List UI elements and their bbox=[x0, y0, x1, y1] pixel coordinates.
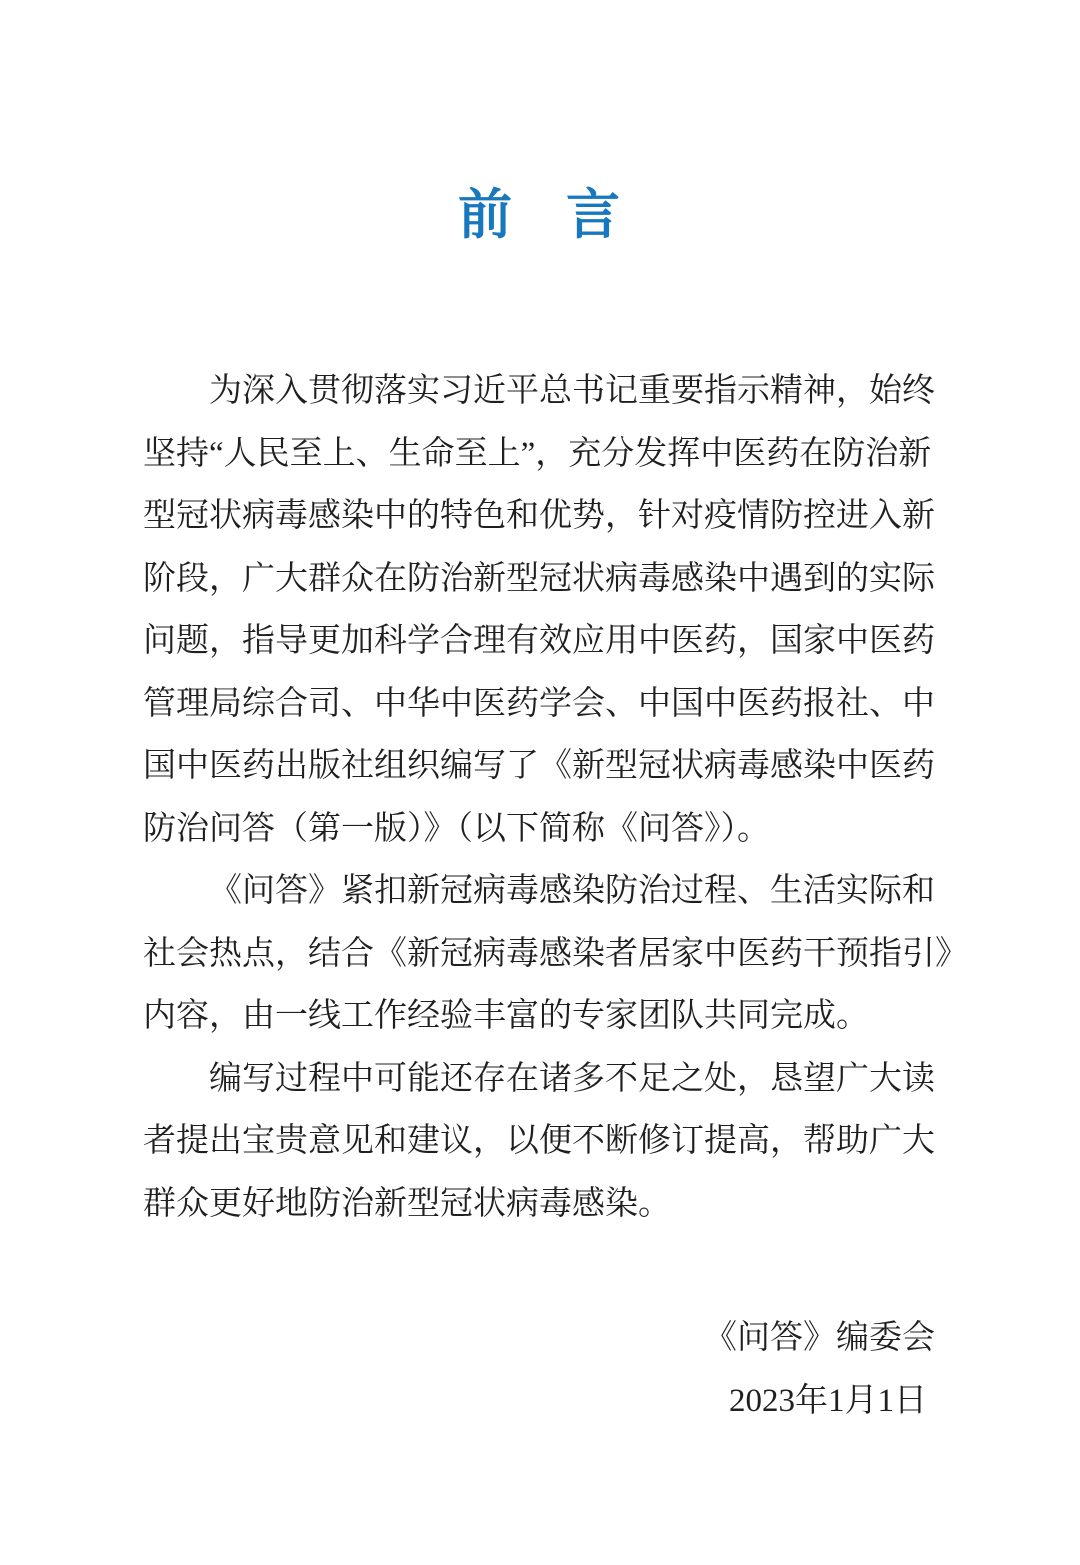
body-line: 者提出宝贵意见和建议，以便不断修订提高，帮助广大 bbox=[143, 1123, 935, 1159]
body-line: 《问答》紧扣新冠病毒感染防治过程、生活实际和 bbox=[209, 873, 935, 909]
body-line: 管理局综合司、中华中医药学会、中国中医药报社、中 bbox=[143, 685, 935, 722]
paragraph-1 bbox=[143, 360, 935, 860]
body-line: 内容，由一线工作经验丰富的专家团队共同完成。 bbox=[143, 998, 869, 1034]
paragraph-2 bbox=[143, 860, 968, 1048]
body-line: 型冠状病毒感染中的特色和优势，针对疫情防控进入新 bbox=[143, 498, 935, 534]
body-line: 阶段，广大群众在防治新型冠状病毒感染中遇到的实际 bbox=[143, 560, 935, 597]
body-line: 国中医药出版社组织编写了《新型冠状病毒感染中医药 bbox=[143, 748, 935, 784]
body-line: 社会热点，结合《新冠病毒感染者居家中医药干预指引》 bbox=[143, 935, 968, 972]
signature-date: 2023年1月1日 bbox=[729, 1382, 927, 1419]
signature-committee: 《问答》编委会 bbox=[704, 1320, 935, 1356]
body-line: 防治问答（第一版）》（以下简称《问答》）。 bbox=[143, 810, 770, 847]
body-line: 问题，指导更加科学合理有效应用中医药，国家中医药 bbox=[143, 623, 935, 659]
document-body bbox=[143, 360, 968, 1235]
body-line: 编写过程中可能还存在诸多不足之处，恳望广大读 bbox=[209, 1060, 935, 1097]
page-title: 前 言 bbox=[458, 185, 620, 245]
body-line: 为深入贯彻落实习近平总书记重要指示精神，始终 bbox=[209, 373, 935, 409]
body-line: 坚持“人民至上、生命至上”，充分发挥中医药在防治新 bbox=[143, 435, 932, 472]
paragraph-3 bbox=[143, 1048, 935, 1236]
body-line: 群众更好地防治新型冠状病毒感染。 bbox=[143, 1185, 671, 1222]
signature-block bbox=[143, 1307, 935, 1432]
